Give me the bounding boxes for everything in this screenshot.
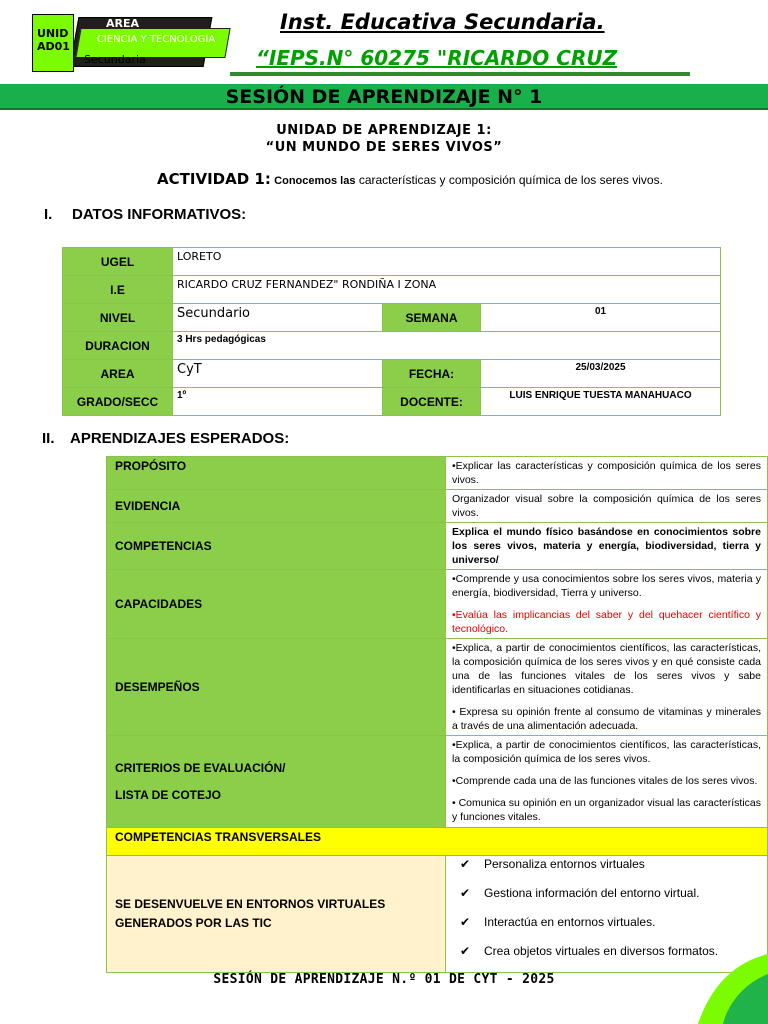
school-name: “IEPS.N° 60275 "RICARDO CRUZ bbox=[256, 46, 618, 70]
criterios-label-line1: CRITERIOS DE EVALUACIÓN/ bbox=[115, 760, 286, 775]
table-row bbox=[107, 828, 768, 856]
criterios-value bbox=[446, 736, 768, 828]
check-icon: ✔ bbox=[460, 915, 471, 929]
proposito-label: PROPÓSITO bbox=[107, 457, 446, 490]
table-row bbox=[63, 248, 721, 276]
semana-label: SEMANA bbox=[383, 304, 481, 332]
nivel-label: NIVEL bbox=[63, 304, 173, 332]
check-icon: ✔ bbox=[460, 857, 471, 871]
duracion-label: DURACION bbox=[63, 332, 173, 360]
ugel-value: LORETO bbox=[173, 248, 721, 276]
transversales-label: COMPETENCIAS TRANSVERSALES bbox=[107, 828, 768, 856]
table-row bbox=[107, 856, 768, 973]
table-row bbox=[107, 523, 768, 570]
area-label-cell: AREA bbox=[63, 360, 173, 388]
desempeno-item: •Explica, a partir de conocimientos científicos, las características, la composición química de los seres vivos y en qué consiste cada una de las funciones vitales de los seres vivos y sabe identificarlas en situaciones cotidianas. bbox=[452, 642, 761, 696]
table-row bbox=[107, 736, 768, 828]
section-number: I. bbox=[44, 206, 53, 223]
unid-badge bbox=[32, 14, 74, 72]
desempenos-label: DESEMPEÑOS bbox=[107, 639, 446, 736]
section-datos-heading bbox=[44, 206, 246, 223]
datos-table bbox=[62, 247, 721, 416]
table-row bbox=[63, 276, 721, 304]
actividad bbox=[150, 170, 670, 189]
desempenos-value bbox=[446, 639, 768, 736]
capacidad-item: •Comprende y usa conocimientos sobre los seres vivos, materia y energía, biodiversidad, Tierra y universo. bbox=[452, 573, 761, 599]
aprendizajes-table bbox=[106, 456, 768, 973]
area-label: AREA bbox=[106, 17, 140, 30]
ugel-label: UGEL bbox=[63, 248, 173, 276]
grado-label: GRADO/SECC bbox=[63, 388, 173, 416]
session-title: SESIÓN DE APRENDIZAJE N° 1 bbox=[225, 86, 543, 108]
section-title: APRENDIZAJES ESPERADOS: bbox=[70, 430, 290, 447]
header-divider bbox=[230, 72, 690, 76]
unidad-line2: “UN MUNDO DE SERES VIVOS” bbox=[265, 140, 503, 155]
criterio-item: •Explica, a partir de conocimientos científicos, las características, la composición química de los seres vivos. bbox=[452, 739, 761, 765]
unidad-heading bbox=[0, 122, 768, 156]
area-name: CIENCIA Y TECNOLOGIA bbox=[96, 34, 216, 45]
section-aprendizajes-heading bbox=[42, 430, 289, 447]
check-item bbox=[460, 914, 753, 943]
level-label: Secundaria bbox=[84, 53, 146, 66]
table-row bbox=[107, 639, 768, 736]
criterio-item: •Comprende cada una de las funciones vitales de los seres vivos. bbox=[452, 775, 758, 787]
fecha-label: FECHA: bbox=[383, 360, 481, 388]
actividad-text: características y composición química de los seres vivos. bbox=[358, 173, 663, 187]
table-row bbox=[63, 388, 721, 416]
capacidades-value bbox=[446, 570, 768, 639]
criterios-label bbox=[107, 736, 446, 828]
area-value: CyT bbox=[173, 360, 383, 388]
table-row bbox=[63, 304, 721, 332]
proposito-value: •Explicar las características y composición química de los seres vivos. bbox=[446, 457, 768, 490]
desempeno-item: • Expresa su opinión frente al consumo de vitaminas y minerales a través de una alimentación adecuada. bbox=[452, 706, 761, 732]
actividad-bold: Conocemos las bbox=[274, 175, 356, 187]
check-item bbox=[460, 885, 753, 914]
check-icon: ✔ bbox=[460, 886, 471, 900]
unidad-line1: UNIDAD DE APRENDIZAJE 1: bbox=[276, 123, 492, 138]
evidencia-value: Organizador visual sobre la composición química de los seres vivos. bbox=[446, 490, 768, 523]
session-bar bbox=[0, 84, 768, 110]
section-number: II. bbox=[42, 430, 55, 447]
ie-value: RICARDO CRUZ FERNANDEZ" RONDIÑA I ZONA bbox=[173, 276, 721, 304]
docente-label: DOCENTE: bbox=[383, 388, 481, 416]
unid-code: UNID AD01 bbox=[37, 27, 70, 53]
section-title: DATOS INFORMATIVOS: bbox=[72, 206, 247, 223]
ie-label: I.E bbox=[63, 276, 173, 304]
grado-value: 1º bbox=[173, 388, 383, 416]
criterio-item: • Comunica su opinión en un organizador visual las características y funciones vitales. bbox=[452, 797, 761, 823]
criterios-label-line2: LISTA DE COTEJO bbox=[115, 787, 222, 802]
competencias-label: COMPETENCIAS bbox=[107, 523, 446, 570]
capacidades-label: CAPACIDADES bbox=[107, 570, 446, 639]
check-item bbox=[460, 856, 753, 885]
check-item-text: Gestiona información del entorno virtual. bbox=[484, 886, 700, 900]
table-row bbox=[63, 360, 721, 388]
tic-competence: SE DESENVUELVE EN ENTORNOS VIRTUALES GENERADOS POR LAS TIC bbox=[107, 856, 446, 973]
actividad-label: ACTIVIDAD 1: bbox=[157, 170, 271, 188]
check-icon: ✔ bbox=[460, 944, 471, 958]
check-item-text: Crea objetos virtuales en diversos formatos. bbox=[484, 944, 719, 958]
docente-value: LUIS ENRIQUE TUESTA MANAHUACO bbox=[481, 388, 721, 416]
table-row bbox=[63, 332, 721, 360]
check-item-text: Personaliza entornos virtuales bbox=[484, 857, 645, 871]
competencias-value: Explica el mundo físico basándose en conocimientos sobre los seres vivos, materia y energía, biodiversidad, tierra y universo/ bbox=[446, 523, 768, 570]
institution-title: Inst. Educativa Secundaria. bbox=[280, 10, 605, 34]
semana-value: 01 bbox=[481, 304, 721, 332]
page-footer: SESIÓN DE APRENDIZAJE N.º 01 DE CYT - 2025 bbox=[213, 972, 555, 987]
duracion-value: 3 Hrs pedagógicas bbox=[173, 332, 721, 360]
table-row bbox=[107, 490, 768, 523]
table-row bbox=[107, 457, 768, 490]
fecha-value: 25/03/2025 bbox=[481, 360, 721, 388]
check-item-text: Interactúa en entornos virtuales. bbox=[484, 915, 656, 929]
corner-decoration bbox=[688, 954, 768, 1024]
capacidad-item: •Evalúa las implicancias del saber y del quehacer científico y tecnológico. bbox=[452, 609, 761, 635]
evidencia-label: EVIDENCIA bbox=[107, 490, 446, 523]
table-row bbox=[107, 570, 768, 639]
nivel-value: Secundario bbox=[173, 304, 383, 332]
